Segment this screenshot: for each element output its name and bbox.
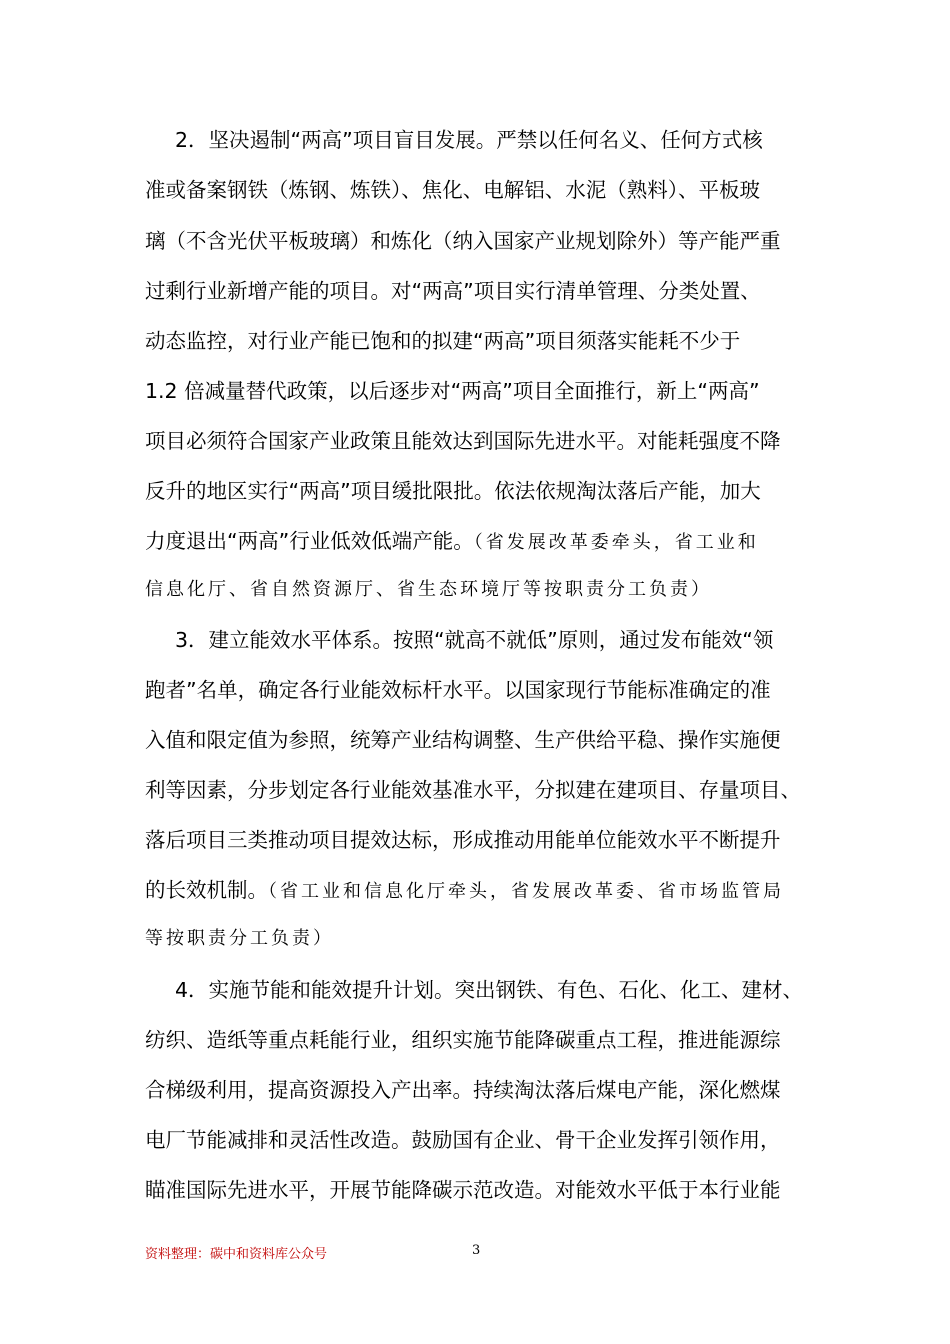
paragraph-line: 过剩行业新增产能的项目。对“两高”项目实行清单管理、分类处置、 [145,279,761,303]
paragraph-line: 合梯级利用，提高资源投入产出率。持续淘汰落后煤电产能，深化燃煤 [145,1078,781,1102]
paragraph-line [145,876,784,906]
paragraph-line: 2．坚决遏制“两高”项目盲目发展。严禁以任何名义、任何方式核 [175,128,763,152]
page-number: 3 [472,1243,481,1258]
paragraph-line: 跑者”名单，确定各行业能效标杆水平。以国家现行节能标准确定的准 [145,678,771,702]
paragraph-line: 利等因素，分步划定各行业能效基准水平，分拟建在建项目、存量项目、 [145,778,801,802]
paragraph-line: 动态监控，对行业产能已饱和的拟建“两高”项目须落实能耗不少于 [145,329,741,353]
responsibility-note: （省工业和信息化厅牵头，省发展改革委、省市场监管局 [268,881,784,902]
paragraph-text: 力度退出“两高”行业低效低端产能。 [145,529,474,553]
footer-source: 资料整理：碳中和资料库公众号 [145,1247,328,1262]
paragraph-line: 准或备案钢铁（炼钢、炼铁）、焦化、电解铝、水泥（熟料）、平板玻 [145,178,760,202]
paragraph-line: 璃（不含光伏平板玻璃）和炼化（纳入国家产业规划除外）等产能严重 [145,229,781,253]
paragraph-line: 1.2 倍减量替代政策，以后逐步对“两高”项目全面推行，新上“两高” [145,379,760,403]
responsibility-note: 信息化厅、省自然资源厅、省生态环境厅等按职责分工负责） [145,579,712,600]
responsibility-note: 等按职责分工负责） [145,928,334,949]
paragraph-line: 反升的地区实行“两高”项目缓批限批。依法依规淘汰落后产能，加大 [145,479,761,503]
paragraph-line [145,527,759,557]
paragraph-line: 纺织、造纸等重点耗能行业，组织实施节能降碳重点工程，推进能源综 [145,1028,781,1052]
paragraph-line: 4．实施节能和能效提升计划。突出钢铁、有色、石化、化工、建材、 [175,978,804,1002]
paragraph-line: 3．建立能效水平体系。按照“就高不就低”原则，通过发布能效“领 [175,628,774,652]
paragraph-line: 入值和限定值为参照，统筹产业结构调整、生产供给平稳、操作实施便 [145,728,781,752]
paragraph-line: 项目必须符合国家产业政策且能效达到国际先进水平。对能耗强度不降 [145,429,781,453]
paragraph-line: 电厂节能减排和灵活性改造。鼓励国有企业、骨干企业发挥引领作用， [145,1128,781,1152]
paragraph-line: 落后项目三类推动项目提效达标，形成推动用能单位能效水平不断提升 [145,828,781,852]
responsibility-note: （省发展改革委牵头，省工业和 [473,532,759,553]
paragraph-line: 瞄准国际先进水平，开展节能降碳示范改造。对能效水平低于本行业能 [145,1178,781,1202]
paragraph-text: 的长效机制。 [145,878,268,902]
